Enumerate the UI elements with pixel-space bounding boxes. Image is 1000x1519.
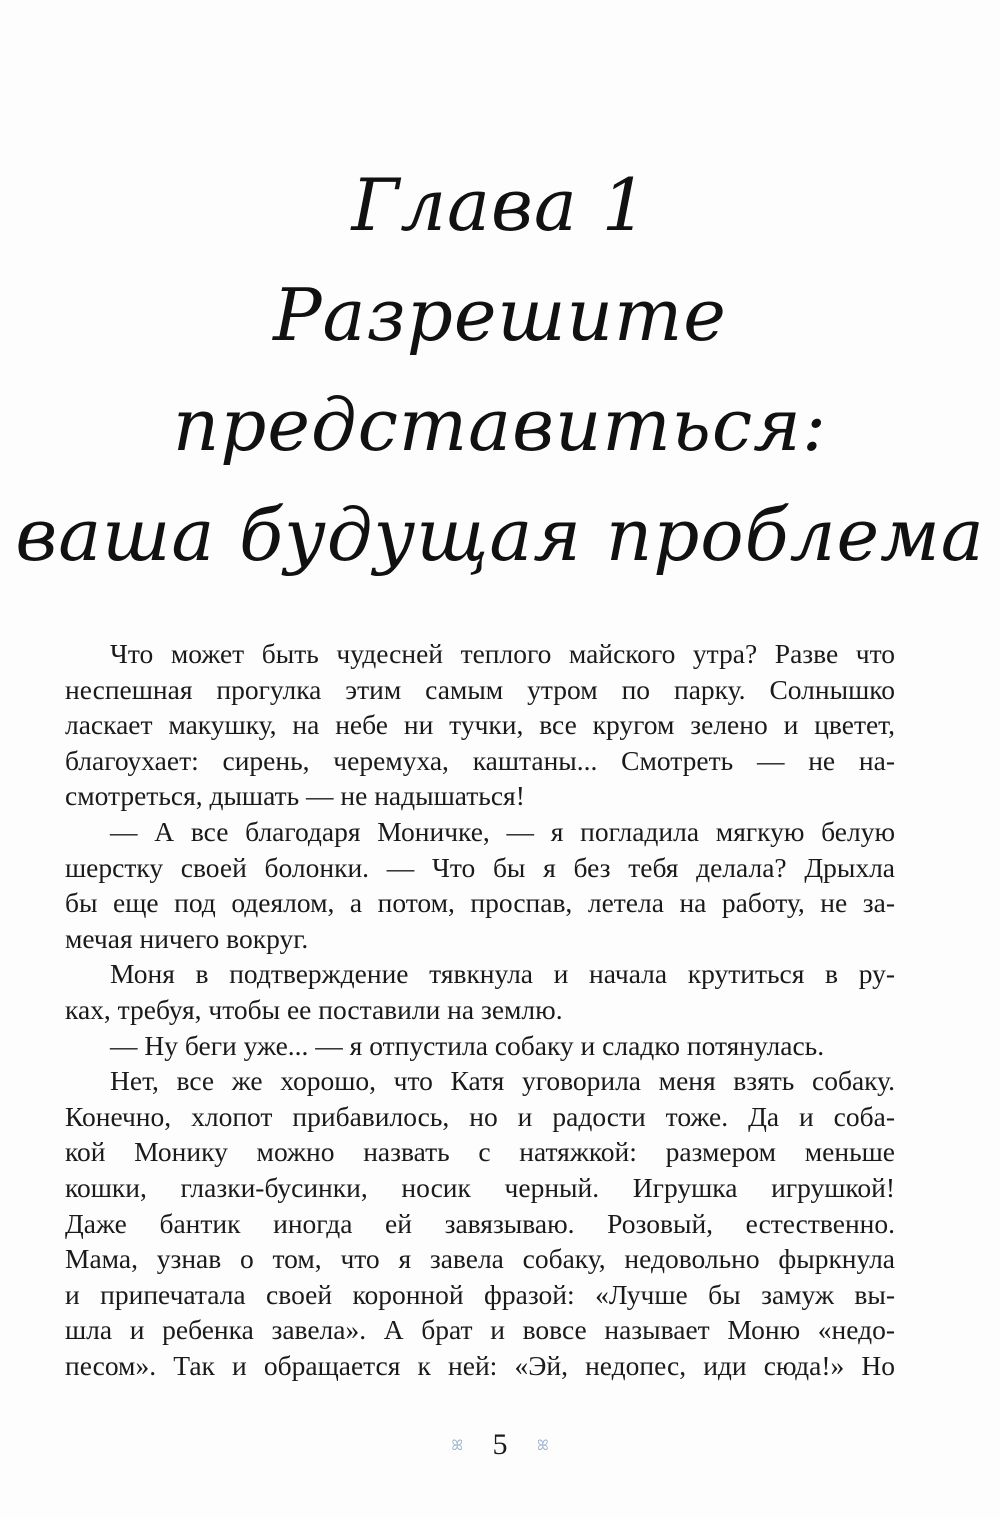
chapter-title-line: Разрешите <box>273 273 727 357</box>
text-line: кошки, глазки-бусинки, носик черный. Игрушка игрушкой! <box>65 1171 895 1203</box>
ornament-left-icon: ꕤ <box>451 1439 463 1455</box>
text-line: Что может быть чудесней теплого майского утра? Разве что <box>110 638 895 669</box>
text-line: Даже бантик иногда ей завязываю. Розовый, естественно. <box>65 1207 895 1239</box>
text-line: шерстку своей болонки. — Что бы я без тебя делала? Дрыхла <box>65 851 895 883</box>
text-line: Конечно, хлопот прибавилось, но и радости тоже. Да и соба- <box>65 1100 895 1132</box>
body-text <box>65 636 895 1383</box>
text-line: Моня в подтверждение тявкнула и начала крутиться в ру- <box>110 958 895 990</box>
ornament-right-icon: ꕤ <box>537 1439 549 1455</box>
chapter-title-line: представиться: <box>172 383 828 467</box>
text-line: Мама, узнав о том, что я завела собаку, недовольно фыркнула <box>65 1243 895 1275</box>
paragraph <box>65 956 895 1027</box>
chapter-number: Глава 1 <box>351 163 649 247</box>
text-line: бы еще под одеялом, а потом, проспав, летела на работу, не за- <box>65 887 895 919</box>
text-line: и припечатала своей коронной фразой: «Лучше бы замуж вы- <box>65 1278 895 1310</box>
text-line: благоухает: сирень, черемуха, каштаны... Смотреть — не на- <box>65 744 895 776</box>
text-line: — Ну беги уже... — я отпустила собаку и сладко потянулась. <box>110 1029 825 1061</box>
text-line: — А все благодаря Моничке, — я погладила мягкую белую <box>110 815 895 847</box>
text-line: шла и ребенка завела». А брат и вовсе называет Моню «недо- <box>65 1314 895 1346</box>
text-line: ках, требуя, чтобы ее поставили на землю. <box>65 993 563 1025</box>
text-line: неспешная прогулка этим самым утром по парку. Солнышко <box>65 673 895 705</box>
paragraph <box>65 814 895 956</box>
text-line: смотреться, дышать — не надышаться! <box>65 780 525 812</box>
text-line: Нет, все же хорошо, что Катя уговорила меня взять собаку. <box>110 1065 895 1097</box>
text-line: ласкает макушку, на небе ни тучки, все кругом зелено и цветет, <box>65 709 895 741</box>
page-number: 5 <box>492 1428 508 1461</box>
paragraph <box>65 1063 895 1383</box>
text-line: песом». Так и обращается к ней: «Эй, недопес, иди сюда!» Но <box>65 1349 895 1381</box>
page-footer <box>0 1428 1000 1462</box>
paragraph <box>65 636 895 814</box>
text-line: мечая ничего вокруг. <box>65 922 309 954</box>
chapter-title-line: ваша будущая проблема <box>15 493 985 577</box>
paragraph <box>65 1028 895 1064</box>
text-line: кой Монику можно назвать с натяжкой: размером меньше <box>65 1136 895 1168</box>
chapter-title <box>0 150 1000 590</box>
